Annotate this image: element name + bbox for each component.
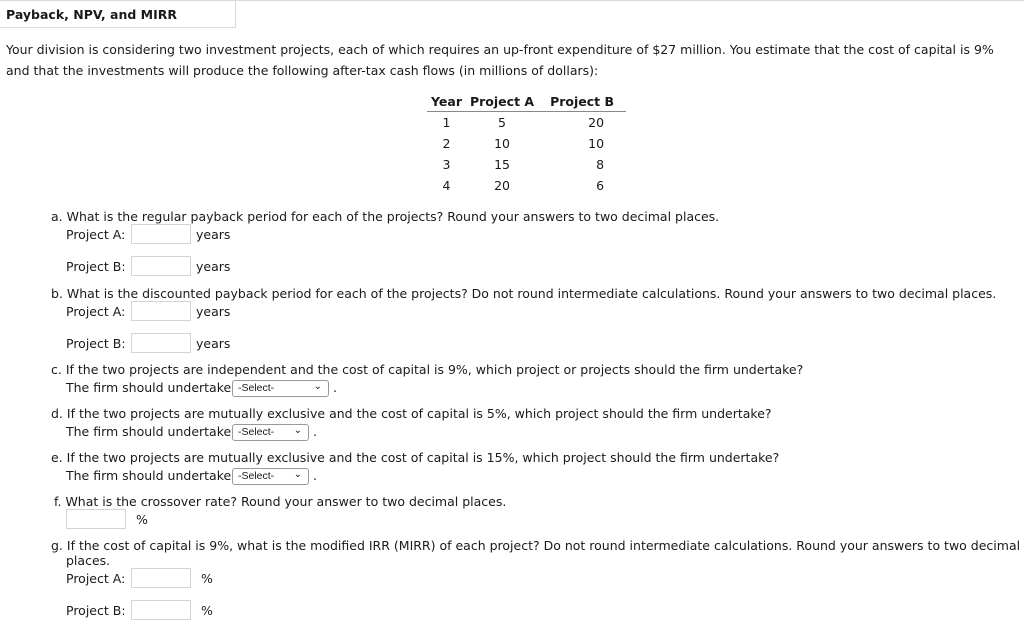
- question-a-unit-b: years: [196, 259, 231, 274]
- question-a-project-a-input[interactable]: [131, 224, 191, 244]
- problem-statement: Your division is considering two investment projects, each of which requires an up-front expenditure of $27 million. You estimate that the cost of capital is 9% and that the investments will produce the following after-tax cash flows (in millions of dollars):: [6, 42, 994, 78]
- question-b-label-project-b: Project B:: [66, 336, 126, 351]
- question-c-select-value: -Select-: [238, 382, 275, 394]
- question-c-prompt: The firm should undertake: [66, 380, 232, 395]
- question-g-project-b-input[interactable]: [131, 600, 191, 620]
- cell-year: 3: [442, 157, 451, 172]
- question-a-unit-a: years: [196, 227, 231, 242]
- chevron-down-icon: ⌄: [293, 469, 302, 480]
- question-f-text: f. What is the crossover rate? Round your answer to two decimal places.: [54, 494, 507, 509]
- question-a-text: a. What is the regular payback period for each of the projects? Round your answers to two decimal places.: [51, 209, 720, 224]
- question-g-project-a-input[interactable]: [131, 568, 191, 588]
- cell-project-b: 6: [596, 178, 605, 193]
- table-header-row: [427, 91, 626, 112]
- cell-project-b: 8: [596, 157, 605, 172]
- question-d-select[interactable]: [232, 424, 309, 441]
- col-header-project-a: Project A: [466, 91, 538, 112]
- title-divider: [236, 0, 1024, 1]
- question-c-period: .: [333, 380, 337, 395]
- cell-project-a: 5: [498, 115, 506, 130]
- chevron-down-icon: ⌄: [293, 425, 302, 436]
- cell-project-b: 20: [588, 115, 605, 130]
- question-b-unit-b: years: [196, 336, 231, 351]
- question-e-period: .: [313, 468, 317, 483]
- table-row: [427, 154, 626, 175]
- table-row: [427, 133, 626, 154]
- question-d-prompt: The firm should undertake: [66, 424, 232, 439]
- question-g-unit-b: %: [201, 603, 213, 618]
- question-g-label-project-a: Project A:: [66, 571, 126, 586]
- question-d-text: d. If the two projects are mutually exclusive and the cost of capital is 5%, which project should the firm undertake?: [51, 406, 772, 421]
- page-title: Payback, NPV, and MIRR: [6, 7, 177, 22]
- question-b-project-a-input[interactable]: [131, 301, 191, 321]
- question-c-select[interactable]: [232, 380, 329, 397]
- question-e-select[interactable]: [232, 468, 309, 485]
- question-b-text: b. What is the discounted payback period for each of the projects? Do not round intermediate calculations. Round your answers to two decimal places.: [51, 286, 997, 301]
- cell-project-a: 20: [494, 178, 510, 193]
- question-g-unit-a: %: [201, 571, 213, 586]
- question-b-project-b-input[interactable]: [131, 333, 191, 353]
- question-c-text: c. If the two projects are independent and the cost of capital is 9%, which project or projects should the firm undertake?: [51, 362, 804, 377]
- question-g-text-line1: g. If the cost of capital is 9%, what is the modified IRR (MIRR) of each project? Do not round intermediate calculations. Round your answers to two decimal: [51, 538, 1021, 553]
- question-e-prompt: The firm should undertake: [66, 468, 232, 483]
- question-g-label-project-b: Project B:: [66, 603, 126, 618]
- cell-project-a: 10: [494, 136, 510, 151]
- table-row: [427, 175, 626, 196]
- chevron-down-icon: ⌄: [313, 381, 322, 392]
- cell-year: 4: [442, 178, 451, 193]
- cell-year: 1: [442, 115, 451, 130]
- col-header-year: Year: [427, 91, 466, 112]
- question-a-label-project-b: Project B:: [66, 259, 126, 274]
- question-a-project-b-input[interactable]: [131, 256, 191, 276]
- question-b-unit-a: years: [196, 304, 231, 319]
- col-header-project-b: Project B: [538, 91, 626, 112]
- cash-flow-table: [427, 91, 626, 196]
- question-d-period: .: [313, 424, 317, 439]
- question-b-label-project-a: Project A:: [66, 304, 126, 319]
- question-d-select-value: -Select-: [238, 426, 275, 438]
- table-row: [427, 112, 626, 134]
- question-f-crossover-input[interactable]: [66, 509, 126, 529]
- cell-project-a: 15: [494, 157, 510, 172]
- question-e-text: e. If the two projects are mutually exclusive and the cost of capital is 15%, which project should the firm undertake?: [51, 450, 780, 465]
- question-g-text-line2: places.: [66, 553, 111, 568]
- question-f-unit: %: [136, 512, 148, 527]
- cell-year: 2: [442, 136, 451, 151]
- question-e-select-value: -Select-: [238, 470, 275, 482]
- cell-project-b: 10: [588, 136, 605, 151]
- question-a-label-project-a: Project A:: [66, 227, 126, 242]
